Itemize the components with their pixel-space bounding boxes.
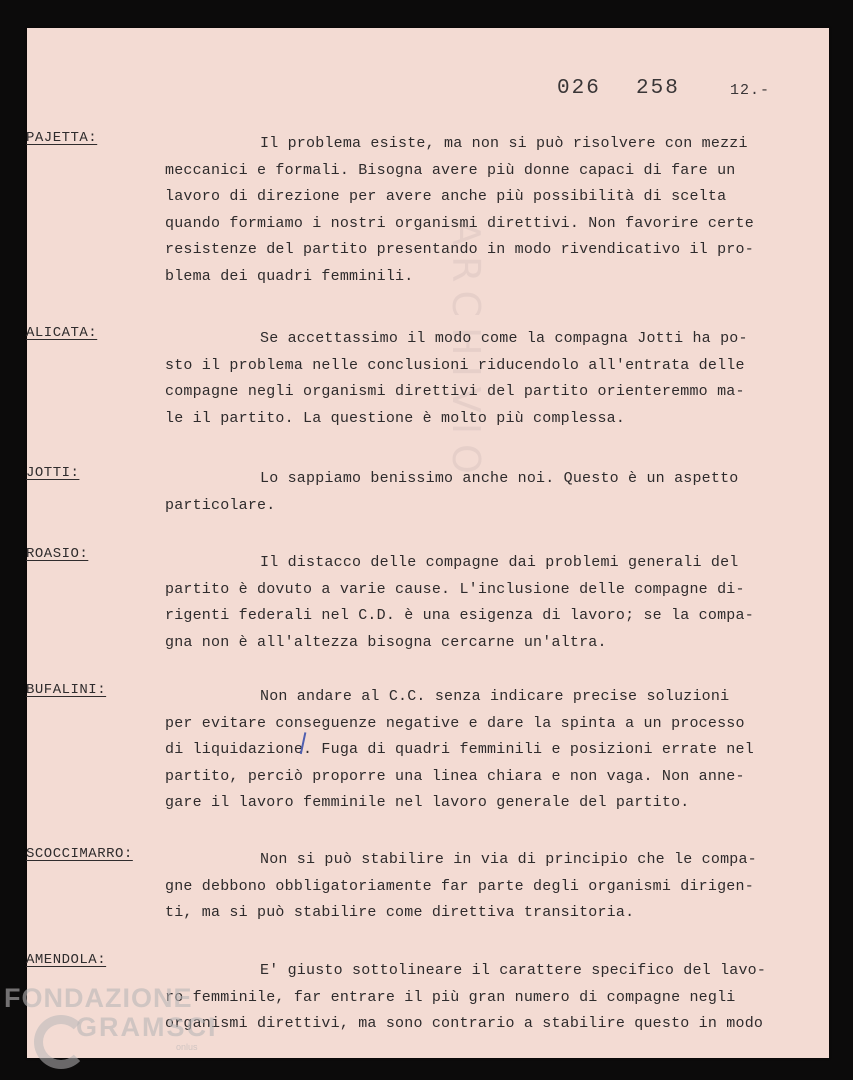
speech-line: compagne negli organismi direttivi del partito orienteremmo ma- <box>165 383 745 400</box>
speech-line: organismi direttivi, ma sono contrario a stabilire questo in modo <box>165 1015 764 1032</box>
speech-line: di liquidazione. Fuga di quadri femminili e posizioni errate nel <box>165 741 754 758</box>
speech-line: gare il lavoro femminile nel lavoro generale del partito. <box>165 794 690 811</box>
speech-line: sto il problema nelle conclusioni riducendolo all'entrata delle <box>165 356 745 374</box>
speech-jotti <box>165 466 785 519</box>
logo-line-2: GRAMSCI <box>76 1012 218 1042</box>
archive-watermark: ARCHIVIO <box>444 220 488 484</box>
speech-line: E' giusto sottolineare il carattere specifico del lavo- <box>260 962 767 979</box>
speaker-roasio: ROASIO: <box>26 546 89 562</box>
speech-line: gne debbono obbligatoriamente far parte degli organismi dirigen- <box>165 877 754 895</box>
speech-line: rigenti federali nel C.D. è una esigenza di lavoro; se la compa- <box>165 607 754 624</box>
speaker-bufalini: BUFALINI: <box>26 682 107 698</box>
speech-line: particolare. <box>165 496 276 514</box>
speaker-jotti: JOTTI: <box>26 465 80 481</box>
speech-line: Non andare al C.C. senza indicare precise soluzioni <box>260 688 730 705</box>
archive-number-1: 026 <box>557 77 601 100</box>
speech-line: Non si può stabilire in via di principio che le compa- <box>260 851 757 868</box>
speech-line: meccanici e formali. Bisogna avere più donne capaci di fare un <box>165 161 736 179</box>
speech-line: quando formiamo i nostri organismi direttivi. Non favorire certe <box>165 214 754 232</box>
speaker-scoccimarro: SCOCCIMARRO: <box>26 846 133 862</box>
logo-line-3: onlus <box>176 1042 198 1052</box>
speech-roasio <box>165 550 785 656</box>
speech-line: resistenze del partito presentando in modo rivendicativo il pro- <box>165 241 754 258</box>
speaker-pajetta: PAJETTA: <box>26 130 98 146</box>
speech-bufalini <box>165 684 785 817</box>
fondazione-gramsci-logo <box>4 985 218 1052</box>
speech-line: per evitare conseguenze negative e dare la spinta a un processo <box>165 714 745 732</box>
speaker-amendola: AMENDOLA: <box>26 952 107 968</box>
logo-line-1: FONDAZIONE <box>4 983 193 1013</box>
speech-scoccimarro <box>165 847 785 927</box>
speech-pajetta <box>165 131 785 290</box>
speech-line: Il distacco delle compagne dai problemi generali del <box>260 554 739 571</box>
speech-line: partito è dovuto a varie cause. L'inclusione delle compagne di- <box>165 580 745 598</box>
speech-line: le il partito. La questione è molto più complessa. <box>165 409 626 427</box>
page-number: 12.- <box>730 82 771 99</box>
speech-line: Se accettassimo il modo come la compagna Jotti ha po- <box>260 330 748 347</box>
speech-line: ro femminile, far entrare il più gran numero di compagne negli <box>165 988 736 1006</box>
speech-amendola <box>165 958 785 1038</box>
speech-line: partito, perciò proporre una linea chiara e non vaga. Non anne- <box>165 767 745 785</box>
speech-line: blema dei quadri femminili. <box>165 267 414 285</box>
speaker-alicata: ALICATA: <box>26 325 98 341</box>
speech-line: ti, ma si può stabilire come direttiva transitoria. <box>165 904 635 921</box>
speech-line: gna non è all'altezza bisogna cercarne un'altra. <box>165 633 607 651</box>
speech-line: Il problema esiste, ma non si può risolvere con mezzi <box>260 135 748 152</box>
speech-line: Lo sappiamo benissimo anche noi. Questo è un aspetto <box>260 470 739 487</box>
speech-alicata <box>165 326 785 432</box>
archive-number-2: 258 <box>636 77 680 100</box>
speech-line: lavoro di direzione per avere anche più possibilità di scelta <box>165 188 727 205</box>
